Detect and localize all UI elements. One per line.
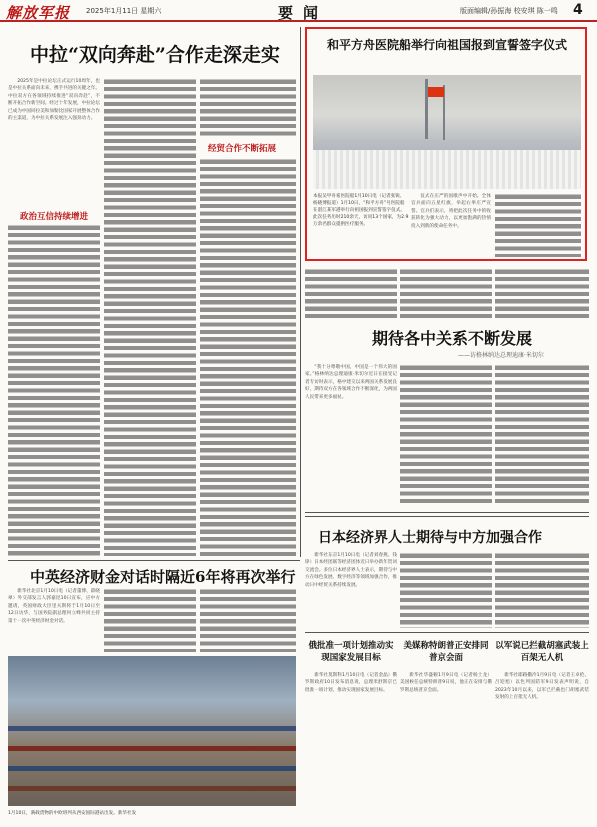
flag-icon <box>428 87 444 97</box>
article-us-body: 新华社华盛顿1月9日电（记者杨士龙）美国候任总统特朗普9日说，他正在安排与俄罗斯总统普京会面。 <box>400 673 492 693</box>
article-ark-caption: 本报吴甲舟希医院船1月10日电（记者张锐、杨晓博报道）1月10日，“和平方舟”号医院船在湛江某军港举行向祖国报到宣誓签字仪式。此次任务历时210余天，访问13个国家，为2.9万余名群众提供医疗服务。 <box>313 194 409 227</box>
article-uk-photo <box>8 656 296 806</box>
article-uk-caption: 1月10日，满载货物的中欧班列从西安国际港站出发。新华社发 <box>8 811 137 816</box>
article-grenada-col2 <box>400 364 492 506</box>
divider <box>300 27 301 557</box>
featured-article-box <box>305 27 587 261</box>
editors-line: 版面编辑/孙振海 校安琪 陈一鸣 <box>460 7 558 15</box>
article-us-headline: 美媒称特朗普正安排同普京会面 <box>403 641 489 663</box>
article-china-latam-subhead-1: 政治互信持续增进 <box>20 212 89 222</box>
article-china-latam-col3b <box>200 158 296 556</box>
article-grenada-col3 <box>495 364 589 506</box>
article-uk-col3 <box>200 588 296 652</box>
article-uk-col1: 新华社北京1月10日电（记者董博、薛晓翠）外交部发言人郭嘉昆10日宣布，应中方邀请，英国财政大臣里夫斯将于1月10日至12日访华，与国务院副总理何立峰共同主持第十一次中英经济财金对话。 <box>8 589 100 624</box>
article-japan-col2 <box>400 552 492 628</box>
article-china-latam-col1 <box>8 224 100 556</box>
article-grenada-headline: 期待各中关系不断发展 <box>372 329 533 348</box>
article-israel-headline: 以军说已拦截胡塞武装上百架无人机 <box>495 641 589 663</box>
article-ark-body-col3 <box>495 193 581 257</box>
article-uk-col2 <box>104 588 196 652</box>
crowd-image <box>313 150 581 189</box>
article-ark-continued-b <box>400 268 492 318</box>
article-ark-photo <box>313 75 581 189</box>
issue-date: 2025年1月11日 星期六 <box>86 7 162 15</box>
article-china-latam-subhead-2: 经贸合作不断拓展 <box>208 144 277 154</box>
article-japan-col3 <box>495 552 589 628</box>
article-china-latam-col3a <box>200 78 296 136</box>
divider <box>8 560 300 561</box>
article-russia-headline: 俄批准一项计划推动实现国家发展目标 <box>308 641 394 663</box>
masthead <box>0 0 597 22</box>
article-ark-body-col2: 仪式在庄严的国歌声中开始。全体官兵面向五星红旗，举起右拳庄严宣誓。官兵们表示，将把此次任务中的收获转化为强大动力，以更加饱满的热情投入到新的使命任务中。 <box>411 194 491 229</box>
article-ark-headline: 和平方舟医院船举行向祖国报到宣誓签字仪式 <box>326 38 567 52</box>
article-russia-body: 新华社莫斯科1月10日电（记者金晶）俄罗斯政府10日发布消息说，总理米舒斯京已批准一项计划，推动实现国家发展目标。 <box>305 673 397 693</box>
divider <box>305 512 589 513</box>
article-china-latam-col2 <box>104 78 196 556</box>
divider <box>305 516 589 517</box>
article-grenada-deck: ——访格林纳达总理迪康·米切尔 <box>458 352 544 359</box>
divider <box>305 632 589 633</box>
section-title: 要闻 <box>278 4 329 22</box>
article-uk-headline: 中英经济财金对话时隔近6年将再次举行 <box>30 568 296 586</box>
article-china-latam-body: 2025年是中拉论坛正式运行10周年，也是中拉关系面向未来、携手共进的关键之年。中拉双方在各领域持续推进“双向奔赴”，不断开拓合作新空间。经过十年发展，中拉论坛已成为中国同拉美和加勒比国家开展整体合作的主渠道，为中拉关系发展注入强劲动力。 <box>8 79 100 122</box>
article-china-latam-headline: 中拉“双向奔赴”合作走深走实 <box>30 44 280 66</box>
article-japan-headline: 日本经济界人士期待与中方加强合作 <box>318 530 542 546</box>
article-ark-continued-a <box>305 268 397 318</box>
article-ark-continued-c <box>495 268 589 318</box>
page-number: 4 <box>573 2 583 18</box>
article-grenada-col1: “我十分尊敬中国，中国是一个伟大的国家。”格林纳达总理迪康·米切尔近日在接受记者专访时表示，格中建交以来两国关系发展良好，期待双方在各领域合作不断深化，为两国人民带来更多福祉。 <box>305 365 397 400</box>
article-israel-body: 新华社耶路撒冷1月9日电（记者王卓伦、吕迎旭）以色列国防军9日发表声明说，自2023年10月以来，以军已拦截也门胡塞武装发射的上百架无人机。 <box>495 673 589 701</box>
newspaper-logo: 解放军报 <box>6 4 71 22</box>
article-japan-col1: 新华社东京1月10日电（记者刘春燕、钱铮）日本经团联等经济团体近日举办新年贺词交流会。多位日本经济界人士表示，期待与中方在绿色发展、数字经济等领域加强合作，推动日中经贸关系持续发展。 <box>305 553 397 588</box>
